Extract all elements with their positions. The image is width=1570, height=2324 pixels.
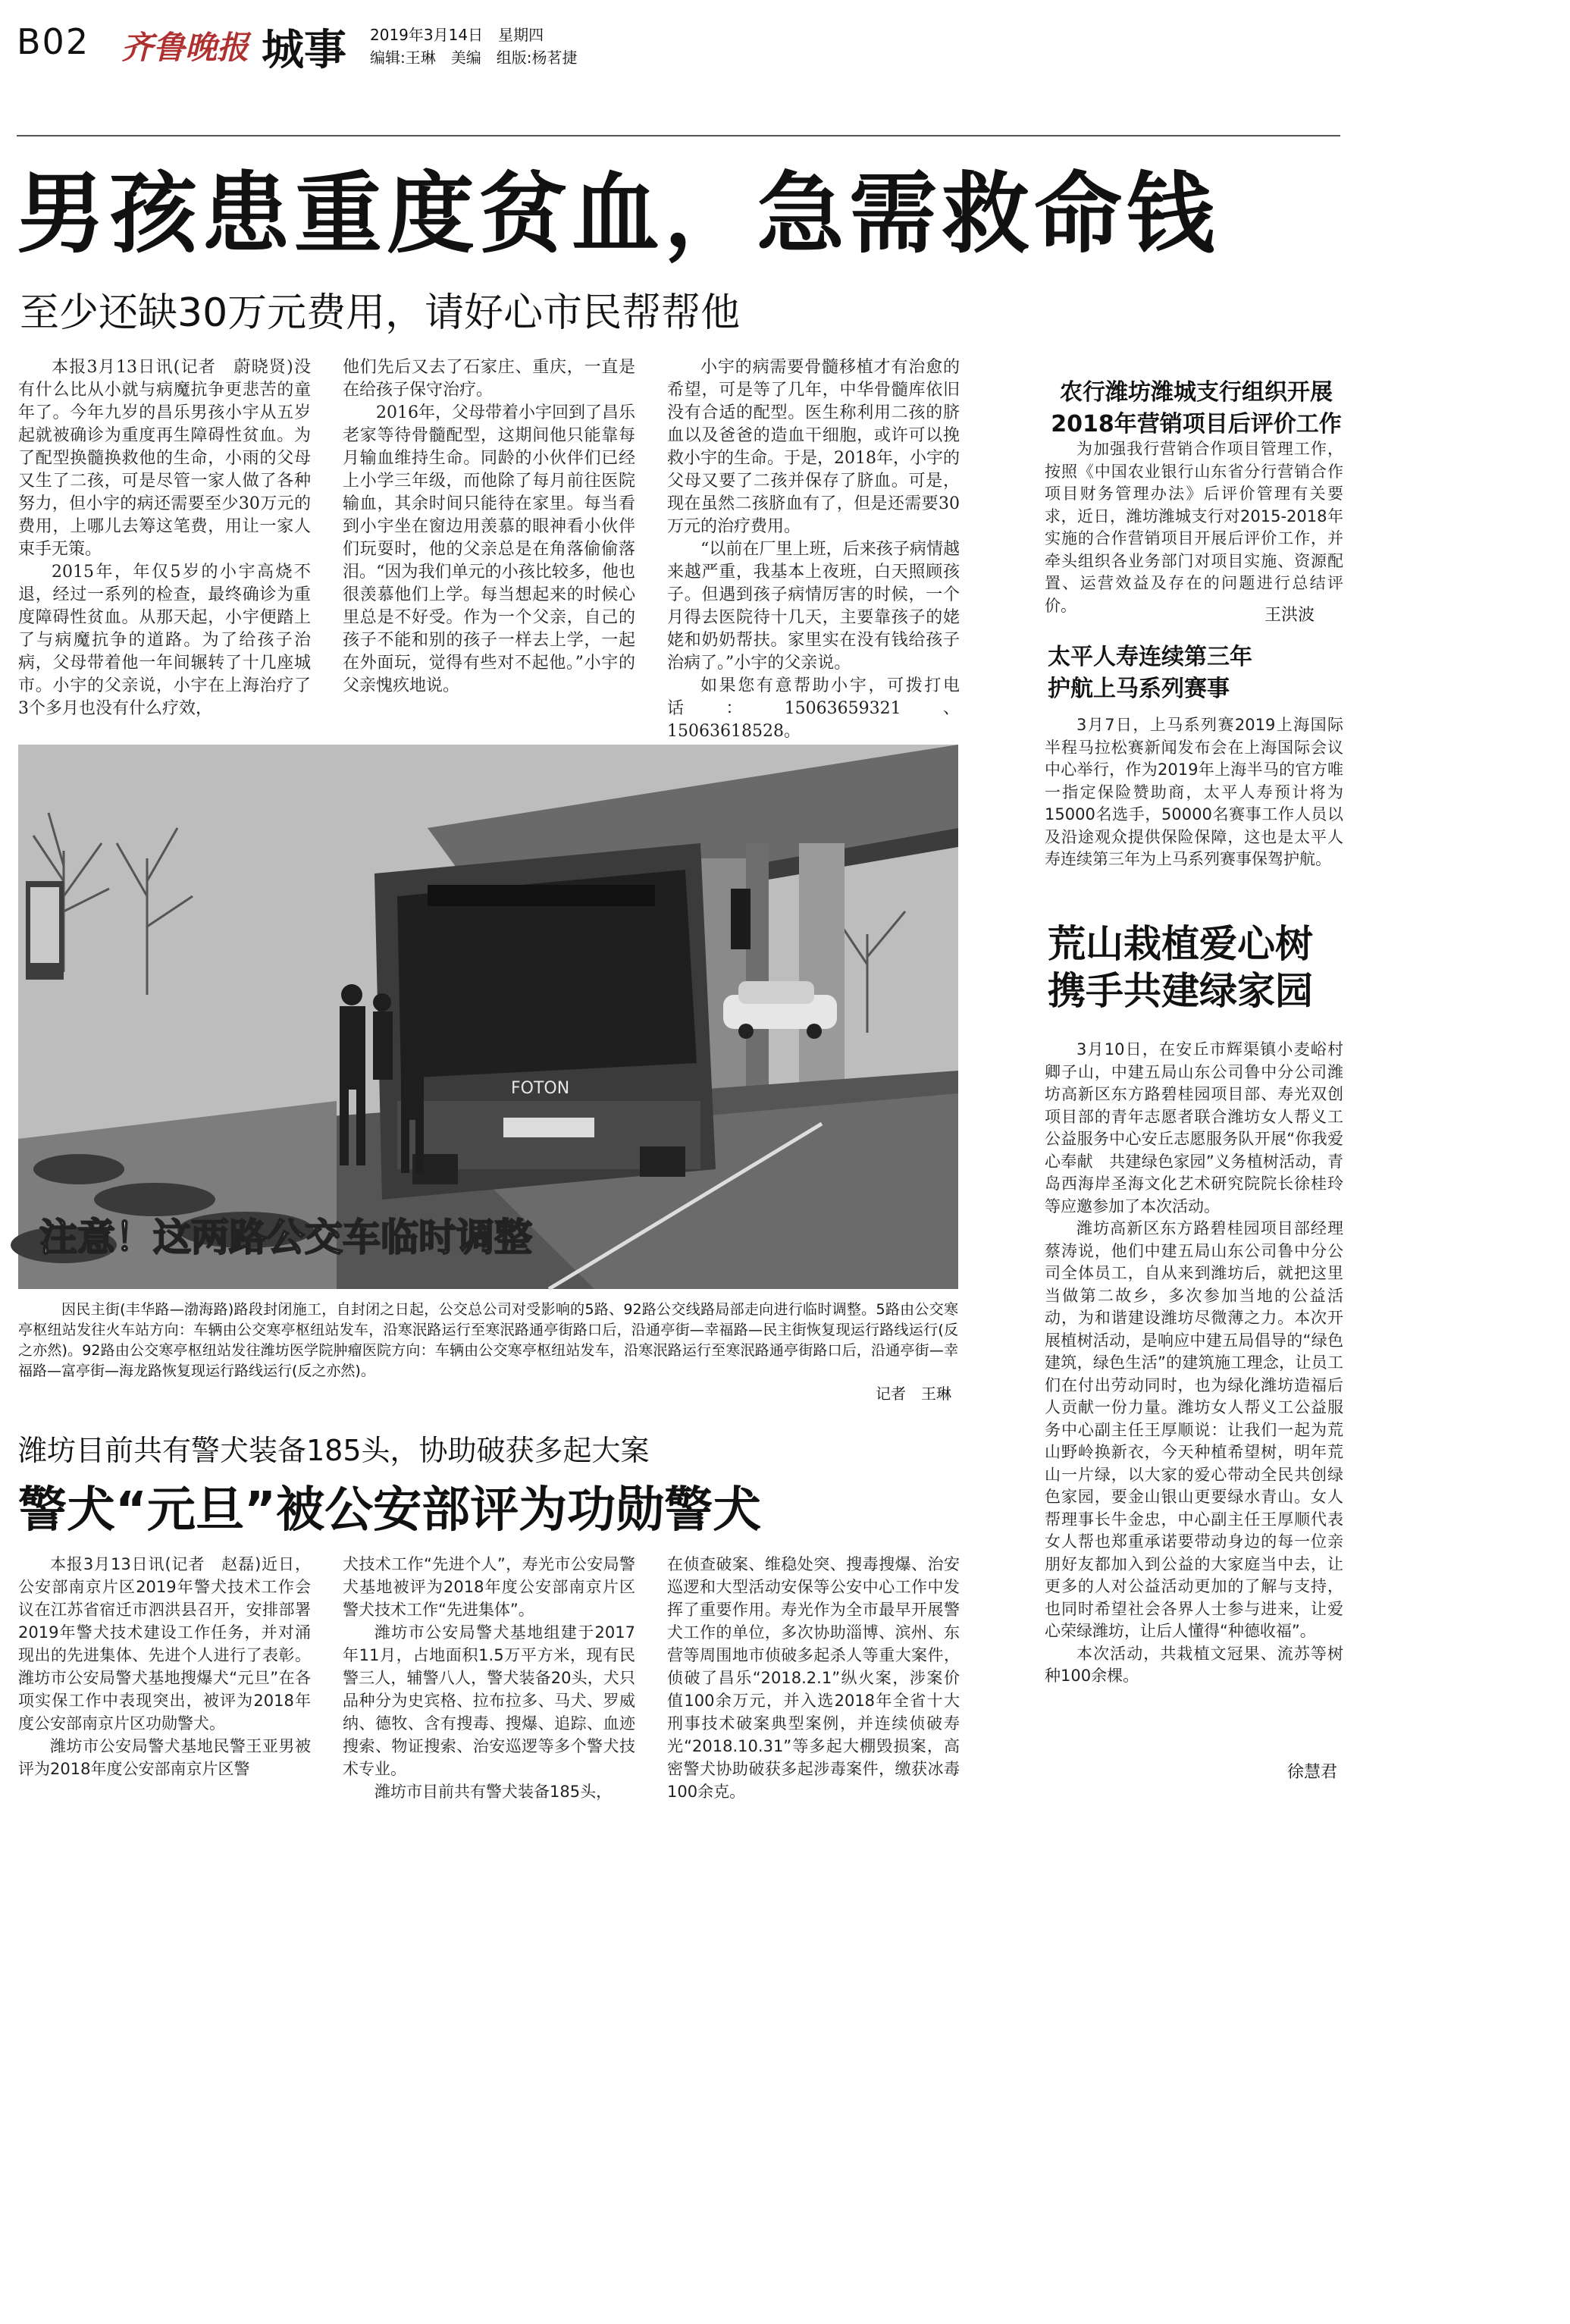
paragraph: 如果您有意帮助小宇，可拨打电话：15063659321、15063618528。 <box>667 676 960 741</box>
paragraph: 本次活动，共栽植文冠果、流苏等树种100余棵。 <box>1045 1644 1343 1685</box>
main-story-column-2 <box>343 356 635 720</box>
dog-story-column-2 <box>343 1553 635 1803</box>
paragraph: 小宇的病需要骨髓移植才有治愈的希望，可是等了几年，中华骨髓库依旧没有合适的配型。医生称利用二孩的脐血以及爸爸的造血干细胞，或许可以挽救小宇的生命。于是，2018年，小宇的父母又要了二孩并保存了脐血。可是，现在虽然二孩脐血有了，但是还需要30万元的治疗费用。 <box>667 358 960 536</box>
paragraph: 在侦查破案、维稳处突、搜毒搜爆、治安巡逻和大型活动安保等公安中心工作中发挥了重要作用。寿光作为全市最早开展警犬工作的单位，多次协助淄博、滨州、东营等周围地市侦破多起杀人等重大案件，侦破了昌乐“2018.2.1”纵火案，涉案价值100余万元，并入选2018年全省十大刑事技术破案典型案例，并连续侦破寿光“2018.10.31”等多起大棚毁损案，高密警犬协助破获多起涉毒案件，缴获冰毒100余克。 <box>667 1555 960 1801</box>
brief-1-title-line-2: 2018年营销项目后评价工作 <box>1051 411 1342 438</box>
paragraph: 2016年，父母带着小宇回到了昌乐老家等待骨髓配型，这期间他只能靠每月输血维持生命。同龄的小伙伴们已经上小学三年级，而他除了每月前往医院输血，其余时间只能待在家里。每当看到小宇坐在窗边用羡慕的眼神看小伙伴们玩耍时，他的父亲总是在角落偷偷落泪。“因为我们单元的小孩比较多，他也很羡慕他们上学。每当想起来的时候心里总是不好受。作为一个父亲，自己的孩子不能和别的孩子一样去上学，一起在外面玩，觉得有些对不起他。”小宇的父亲愧疚地说。 <box>343 403 635 695</box>
dog-story-kicker: 潍坊目前共有警犬装备185头，协助破获多起大案 <box>18 1434 650 1467</box>
paragraph: 犬技术工作“先进个人”，寿光市公安局警犬基地被评为2018年度公安部南京片区警犬技术工作“先进集体”。 <box>343 1555 635 1619</box>
editors-line: 编辑:王琳 美编 组版:杨茗捷 <box>370 49 578 67</box>
photo-overlay-title: 注意！这两路公交车临时调整 <box>39 1215 532 1259</box>
feature-body <box>1045 1039 1343 1688</box>
paragraph: 本报3月13日讯(记者 赵磊)近日，公安部南京片区2019年警犬技术工作会议在江苏省宿迁市泗洪县召开，安排部署2019年警犬技术建设工作任务，并对涌现出的先进集体、先进个人进行了表彰。潍坊市公安局警犬基地搜爆犬“元旦”在各项实保工作中表现突出，被评为2018年度公安部南京片区功勋警犬。 <box>18 1555 311 1733</box>
bus-brand: FOTON <box>511 1079 570 1098</box>
brief-1-body <box>1045 438 1343 617</box>
brief-2-title-line-2: 护航上马系列赛事 <box>1048 676 1230 702</box>
paragraph: 3月10日，在安丘市辉渠镇小麦峪村卿子山，中建五局山东公司鲁中分公司潍坊高新区东方路碧桂园项目部、寿光双创项目部的青年志愿者联合潍坊女人帮义工公益服务中心安丘志愿服务队开展“你我爱心奉献 共建绿色家园”义务植树活动，青岛西海岸圣海文化艺术研究院院长徐桂玲等应邀参加了本次活动。 <box>1045 1040 1343 1215</box>
paragraph: 为加强我行营销合作项目管理工作，按照《中国农业银行山东省分行营销合作项目财务管理办法》后评价管理有关要求，近日，潍坊潍城支行对2015-2018年实施的合作营销项目开展后评价工作，并牵头组织各业务部门对项目实施、资源配置、运营效益及存在的问题进行总结评价。 <box>1045 440 1343 615</box>
brief-1-title <box>1045 377 1348 441</box>
bus <box>374 843 716 1200</box>
dog-story-headline: 警犬“元旦”被公安部评为功勋警犬 <box>18 1482 762 1538</box>
paragraph: 潍坊市公安局警犬基地民警王亚男被评为2018年度公安部南京片区警 <box>18 1737 311 1778</box>
paragraph: 潍坊高新区东方路碧桂园项目部经理蔡涛说，他们中建五局山东公司鲁中分公司全体员工，自从来到潍坊后，就把这里当做第二故乡，多次参加当地的公益活动，为和谐建设潍坊尽微薄之力。本次开展植树活动，是响应中建五局倡导的“绿色建筑，绿色生活”的建筑施工理念，让员工们在付出劳动同时，也为绿化潍坊造福后人贡献一份力量。潍坊女人帮义工公益服务中心副主任王厚顺说：让我们一起为荒山野岭换新衣，今天种植希望树，明年荒山一片绿，以大家的爱心带动全民共创绿色家园，要金山银山更要绿水青山。女人帮理事长牛金忠，中心副主任王厚顺代表女人帮也郑重承诺要带动身边的每一位亲朋好友都加入到公益的大家庭当中去，让更多的人对公益活动更加的了解与支持，也同时希望社会各界人士参与进来，让爱心荣绿潍坊，让后人懂得“种德收福”。 <box>1045 1219 1343 1640</box>
paragraph: “以前在厂里上班，后来孩子病情越来越严重，我基本上夜班，白天照顾孩子。但遇到孩子病情厉害的时候，一个月得去医院待十几天，主要靠孩子的姥姥和奶奶帮扶。家里实在没有钱给孩子治病了。”小宇的父亲说。 <box>667 540 960 673</box>
issue-date: 2019年3月14日 星期四 <box>370 26 544 44</box>
brief-1-author: 王洪波 <box>1264 606 1315 625</box>
paragraph: 3月7日，上马系列赛2019上海国际半程马拉松赛新闻发布会在上海国际会议中心举行，作为2019年上海半马的官方唯一指定保险赞助商，太平人寿预计将为15000名选手，50000名赛事工作人员以及沿途观众提供保险保障，这也是太平人寿连续第三年为上马系列赛事保驾护航。 <box>1045 716 1343 868</box>
header-divider <box>17 135 1340 136</box>
section-name: 城事 <box>262 26 346 75</box>
paragraph: 潍坊市目前共有警犬装备185头， <box>374 1783 613 1801</box>
paragraph: 2015年，年仅5岁的小宇高烧不退，经过一系列的检查，最终确诊为重度障碍性贫血。从那天起，小宇便踏上了与病魔抗争的道路。为了给孩子治病，父母带着他一年间辗转了十几座城市。小宇的父亲说，小宇在上海治疗了3个多月也没有什么疗效， <box>18 563 311 718</box>
newspaper-logo: 齐鲁晚报 <box>121 29 249 66</box>
main-subheadline: 至少还缺30万元费用，请好心市民帮帮他 <box>20 290 741 336</box>
feature-title-line-2: 携手共建绿家园 <box>1048 969 1313 1013</box>
paragraph: 本报3月13日讯(记者 蔚晓贤)没有什么比从小就与病魔抗争更悲苦的童年了。今年九岁的昌乐男孩小宇从五岁起就被确诊为重度再生障碍性贫血。为了配型换髓换救他的生命，小雨的父母又生了二孩，可是尽管一家人做了各种努力，但小宇的病还需要至少30万元的费用，上哪儿去筹这笔费，用让一家人束手无策。 <box>18 358 311 559</box>
feature-title <box>1048 921 1351 1015</box>
brief-1-title-line-1: 农行潍坊潍城支行组织开展 <box>1060 379 1333 406</box>
brief-2-title <box>1048 641 1351 705</box>
feature-title-line-1: 荒山栽植爱心树 <box>1048 922 1313 966</box>
brief-2-title-line-1: 太平人寿连续第三年 <box>1048 644 1252 670</box>
caption-text: 因民主街(丰华路—渤海路)路段封闭施工，自封闭之日起，公交总公司对受影响的5路、92路公交线路局部走向进行临时调整。5路由公交寒亭枢纽站发往火车站方向：车辆由公交寒亭枢纽站发车，沿寒泯路运行至寒泯路通亭街路口后，沿通亭街—幸福路—民主街恢复现运行路线运行(反之亦然)。92路由公交寒亭枢纽站发往潍坊医学院肿瘤医院方向：车辆由公交寒亭枢纽站发车，沿寒泯路运行至寒泯路通亭街路口后，沿通亭街—幸福路—富亭街—海龙路恢复现运行路线运行(反之亦然)。 <box>18 1301 958 1379</box>
feature-author: 徐慧君 <box>1287 1763 1338 1782</box>
brief-2-body <box>1045 714 1343 871</box>
paragraph: 他们先后又去了石家庄、重庆，一直是在给孩子保守治疗。 <box>343 358 635 400</box>
main-headline: 男孩患重度贫血，急需救命钱 <box>17 163 1219 265</box>
dog-story-column-1 <box>18 1553 311 1780</box>
page-code: B02 <box>17 21 90 62</box>
dog-story-column-3 <box>667 1553 960 1803</box>
main-story-column-3 <box>667 356 960 741</box>
photo-caption <box>18 1300 958 1382</box>
paragraph: 潍坊市公安局警犬基地组建于2017年11月，占地面积1.5万平方米，现有民警三人，辅警八人，警犬装备20头，犬只品种分为史宾格、拉布拉多、马犬、罗威纳、德牧、含有搜毒、搜爆、追踪、血迹搜索、物证搜索、治安巡逻等多个警犬技术专业。 <box>343 1623 635 1778</box>
photo-credit: 记者 王琳 <box>876 1385 951 1403</box>
main-story-column-1 <box>18 356 311 720</box>
